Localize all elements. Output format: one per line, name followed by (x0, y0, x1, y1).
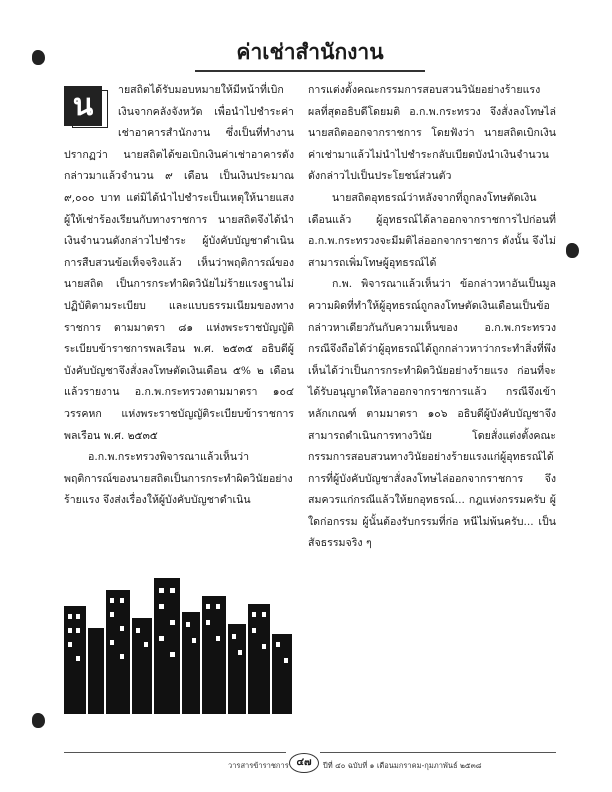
footer-issue: ปีที่ ๔๐ ฉบับที่ ๑ เดือนมกราคม-กุมภาพันธ์ ๒๕๓๘ (323, 761, 482, 770)
paragraph: อ.ก.พ.กระทรวงพิจารณาแล้วเห็นว่า พฤติการณ์ของนายสถิตเป็นการกระทำผิดวินัยอย่างร้ายแรง จึงส่งเรื่องให้ผู้บังคับบัญชาดำเนิน (64, 451, 293, 507)
dropcap (64, 86, 108, 130)
punch-hole-icon (566, 243, 579, 258)
footer-rule (64, 752, 286, 753)
article-title: ค่าเช่าสำนักงาน (236, 40, 384, 64)
right-column (308, 80, 556, 555)
left-column (64, 80, 294, 512)
paragraph: ายสถิตได้รับมอบหมายให้มีหน้าที่เบิกเงินจากคลังจังหวัด เพื่อนำไปชำระค่าเช่าอาคารสำนักงาน ซึ่งเป็นที่ทำงาน ปรากฏว่า นายสถิตได้ขอเบิกเงินค่าเช่าอาคารดังกล่าวมาแล้วจำนวน ๙ เดือน เป็นเงินประมาณ ๙,๐๐๐ บาท แต่มิได้นำไปชำระเป็นเหตุให้นายแสงผู้ให้เช่าร้องเรียนกับทางราชการ นายสถิตจึงได้นำเงินจำนวนดังกล่าวไปชำระ ผู้บังคับบัญชาดำเนินการสืบสวนข้อเท็จจริงแล้ว เห็นว่าพฤติการณ์ของนายสถิต เป็นการกระทำผิดวินัยไม่ร้ายแรงฐานไม่ปฏิบัติตามระเบียบ และแบบธรรมเนียมของทางราชการ ตามมาตรา ๘๑ แห่งพระราชบัญญัติระเบียบข้าราชการพลเรือน พ.ศ. ๒๕๓๕ อธิบดีผู้บังคับบัญชาจึงสั่งลงโทษตัดเงินเดือน ๕% ๒ เดือน แล้วรายงาน อ.ก.พ.กระทรวงตามมาตรา ๑๐๔ วรรคหก แห่งพระราชบัญญัติระเบียบข้าราชการพลเรือน พ.ศ. ๒๕๓๕ (64, 84, 294, 442)
page-number: ๔๗ (289, 753, 319, 773)
city-skyline-illustration (64, 578, 292, 714)
title-underline (195, 70, 425, 72)
dropcap-letter: น (64, 86, 102, 126)
footer-magazine-name: วารสารข้าราชการ (228, 761, 289, 770)
footer-rule (320, 752, 556, 753)
punch-hole-icon (32, 50, 45, 65)
paragraph: นายสถิตอุทธรณ์ว่าหลังจากที่ถูกลงโทษตัดเงินเดือนแล้ว ผู้อุทธรณ์ได้ลาออกจากราชการไปก่อนที่ อ.ก.พ.กระทรวงจะมีมติไล่ออกจากราชการ ดังนั้น จึงไม่สามารถเพิ่มโทษผู้อุทธรณ์ได้ (308, 191, 556, 269)
paragraph: การแต่งตั้งคณะกรรมการสอบสวนวินัยอย่างร้ายแรง ผลที่สุดอธิบดีโดยมติ อ.ก.พ.กระทรวง จึงสั่งลงโทษไล่นายสถิตออกจากราชการ โดยฟังว่า นายสถิตเบิกเงินค่าเช่ามาแล้วไม่นำไปชำระกลับเบียดบังนำเงินจำนวนดังกล่าวไปเป็นประโยชน์ส่วนตัว (308, 84, 556, 183)
punch-hole-icon (32, 713, 45, 728)
paragraph: ก.พ. พิจารณาแล้วเห็นว่า ข้อกล่าวหาอันเป็นมูลความผิดที่ทำให้ผู้อุทธรณ์ถูกลงโทษตัดเงินเดือนเป็นข้อกล่าวหาเดียวกันกับความเห็นของ อ.ก.พ.กระทรวง กรณีจึงถือได้ว่าผู้อุทธรณ์ได้ถูกกล่าวหาว่ากระทำสิ่งที่พึงเห็นได้ว่าเป็นการกระทำผิดวินัยอย่างร้ายแรง ก่อนที่จะได้รับอนุญาตให้ลาออกจากราชการแล้ว กรณีจึงเข้าหลักเกณฑ์ ตามมาตรา ๑๐๖ อธิบดีผู้บังคับบัญชาจึงสามารถดำเนินการทางวินัย โดยสั่งแต่งตั้งคณะกรรมการสอบสวนทางวินัยอย่างร้ายแรงแก่ผู้อุทธรณ์ได้ การที่ผู้บังคับบัญชาสั่งลงโทษไล่ออกจากราชการ จึงสมควรแก่กรณีแล้วให้ยกอุทธรณ์... กฎแห่งกรรมครับ ผู้ใดก่อกรรม ผู้นั้นต้องรับกรรมที่ก่อ หนีไม่พ้นครับ... เป็นสัจธรรมจริง ๆ (308, 278, 556, 550)
